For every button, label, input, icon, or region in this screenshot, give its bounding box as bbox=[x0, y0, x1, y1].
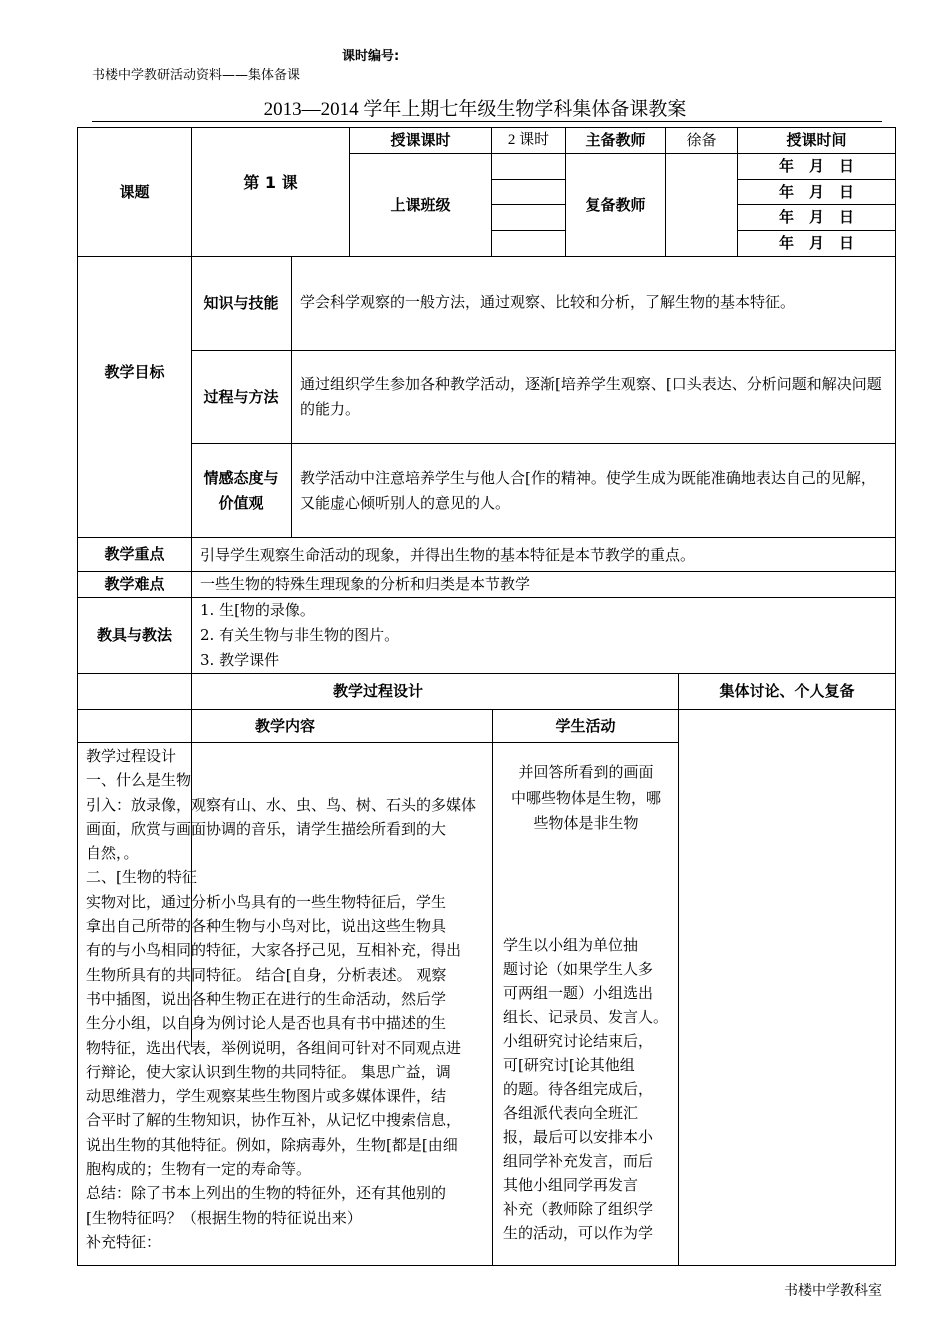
school-line: 书楼中学教研活动资料——集体备课 bbox=[92, 68, 301, 83]
emotion-label: 情感态度与价值观 bbox=[203, 468, 279, 512]
activity-line: 可[研究讨[论其他组 bbox=[503, 1056, 635, 1074]
tools-list bbox=[200, 598, 890, 673]
activity-line: 些物体是非生物 bbox=[533, 814, 639, 832]
activity-line: 小组研究讨论结束后， bbox=[503, 1032, 654, 1050]
tools-item: 3. 教学课件 bbox=[200, 651, 280, 669]
date-row-3: 年 月 日 bbox=[778, 208, 854, 226]
content-line: 拿出自己所带的各种生物与小鸟对比，说出这些生物具 bbox=[86, 917, 447, 936]
title-underline bbox=[92, 121, 882, 122]
content-line: 合平时了解的生物知识，协作互补，从记忆中搜索信息， bbox=[86, 1111, 462, 1130]
process-text: 通过组织学生参加各种教学活动，逐渐[培养学生观察、[口头表达、分析问题和解决问题的能力。 bbox=[300, 375, 882, 418]
content-line: 总结：除了书本上列出的生物的特征外，还有其他别的 bbox=[86, 1184, 447, 1203]
difficulty-text: 一些生物的特殊生理现象的分析和归类是本节教学 bbox=[200, 575, 531, 593]
date-row-4: 年 月 日 bbox=[778, 234, 854, 252]
time-label: 授课时间 bbox=[786, 131, 847, 149]
main-teacher-label: 主备教师 bbox=[585, 131, 646, 149]
content-line: 一、什么是生物 bbox=[86, 771, 192, 790]
lesson-number-label: 课时编号: bbox=[342, 49, 400, 64]
hours-label: 授课课时 bbox=[390, 131, 451, 149]
content-line: 自然，。 bbox=[86, 844, 139, 863]
content-line: 说出生物的其他特征。例如，除病毒外，生物[都是[由细 bbox=[86, 1135, 458, 1154]
content-line: 实物对比，通过分析小鸟具有的一些生物特征后，学生 bbox=[86, 892, 447, 911]
date-row-1: 年 月 日 bbox=[778, 157, 854, 175]
tools-item: 1. 生[物的录像。 bbox=[200, 601, 315, 619]
tools-item: 2. 有关生物与非生物的图片。 bbox=[200, 626, 400, 644]
activity-line: 生的活动，可以作为学 bbox=[503, 1224, 654, 1242]
activity-body-2 bbox=[503, 933, 675, 1245]
content-line: 生物所具有的共同特征。 结合[自身，分析表述。 观察 bbox=[86, 965, 447, 984]
content-line: 引入：放录像，观察有山、水、虫、鸟、树、石头的多媒体 bbox=[86, 795, 477, 814]
content-line: 胞构成的；生物有一定的寿命等。 bbox=[86, 1160, 312, 1179]
tools-label: 教具与教法 bbox=[96, 626, 172, 644]
activity-line: 补充（教师除了组织学 bbox=[503, 1200, 654, 1218]
content-line: 二、[生物的特征 bbox=[86, 868, 197, 887]
content-line: 画面，欣赏与画面协调的音乐，请学生描绘所看到的大 bbox=[86, 819, 447, 838]
activity-line: 题讨论（如果学生人多 bbox=[503, 960, 654, 978]
hours-value: 2 课时 bbox=[507, 132, 550, 148]
objectives-label: 教学目标 bbox=[104, 362, 165, 381]
content-line: 补充特征： bbox=[86, 1232, 162, 1251]
discussion-header: 集体讨论、个人复备 bbox=[719, 682, 855, 700]
activity-line: 可两组一题）小组选出 bbox=[503, 984, 654, 1002]
knowledge-label: 知识与技能 bbox=[203, 294, 279, 312]
content-line: 行辩论，使大家认识到生物的共同特征。 集思广益，调 bbox=[86, 1062, 451, 1081]
knowledge-text: 学会科学观察的一般方法，通过观察、比较和分析，了解生物的基本特征。 bbox=[300, 293, 796, 311]
key-point-text: 引导学生观察生命活动的现象，并得出生物的基本特征是本节教学的重点。 bbox=[200, 546, 696, 564]
process-label: 过程与方法 bbox=[203, 387, 279, 406]
content-line: [生物特征吗？（根据生物的特征说出来） bbox=[86, 1208, 362, 1227]
emotion-text: 教学活动中注意培养学生与他人合[作的精神。使学生成为既能准确地表达自己的见解，又能虚心倾听别人的意见的人。 bbox=[300, 469, 876, 512]
key-point-label: 教学重点 bbox=[104, 545, 165, 563]
activity-line: 其他小组同学再发言 bbox=[503, 1176, 639, 1194]
activity-line: 的题。待各组完成后， bbox=[503, 1080, 654, 1098]
activity-header: 学生活动 bbox=[555, 716, 616, 735]
activity-line: 各组派代表向全班汇 bbox=[503, 1104, 639, 1122]
footer-office: 书楼中学教科室 bbox=[784, 1283, 882, 1299]
difficulty-label: 教学难点 bbox=[104, 575, 165, 593]
activity-line: 组同学补充发言，而后 bbox=[503, 1152, 654, 1170]
content-line: 教学过程设计 bbox=[86, 747, 177, 765]
activity-body-1 bbox=[496, 760, 676, 837]
activity-line: 学生以小组为单位抽 bbox=[503, 936, 639, 954]
content-line: 生分小组，以自身为例讨论人是否也具有书中描述的生 bbox=[86, 1014, 447, 1033]
class-label: 上课班级 bbox=[390, 195, 451, 214]
review-teacher-label: 复备教师 bbox=[585, 195, 646, 214]
activity-line: 报，最后可以安排本小 bbox=[503, 1128, 654, 1146]
content-line: 书中插图，说出各种生物正在进行的生命活动，然后学 bbox=[86, 989, 447, 1008]
topic-label: 课题 bbox=[119, 182, 150, 201]
content-body bbox=[86, 744, 488, 1254]
topic-value: 第 1 课 bbox=[243, 173, 298, 192]
content-header: 教学内容 bbox=[254, 716, 315, 735]
content-line: 物特征，选出代表，举例说明，各组间可针对不同观点进 bbox=[86, 1038, 462, 1057]
activity-line: 并回答所看到的画面 bbox=[518, 763, 654, 781]
activity-line: 组长、记录员、发言人。 bbox=[503, 1008, 669, 1026]
main-teacher-value: 徐备 bbox=[686, 131, 717, 149]
content-line: 有的与小鸟相同的特征，大家各抒己见，互相补充，得出 bbox=[86, 941, 462, 960]
page-title: 2013—2014 学年上期七年级生物学科集体备课教案 bbox=[263, 99, 687, 120]
content-line: 动思维潜力，学生观察某些生物图片或多媒体课件，结 bbox=[86, 1087, 447, 1106]
date-row-2: 年 月 日 bbox=[778, 182, 854, 201]
activity-line: 中哪些物体是生物，哪 bbox=[510, 788, 661, 807]
process-design-header: 教学过程设计 bbox=[332, 682, 423, 700]
